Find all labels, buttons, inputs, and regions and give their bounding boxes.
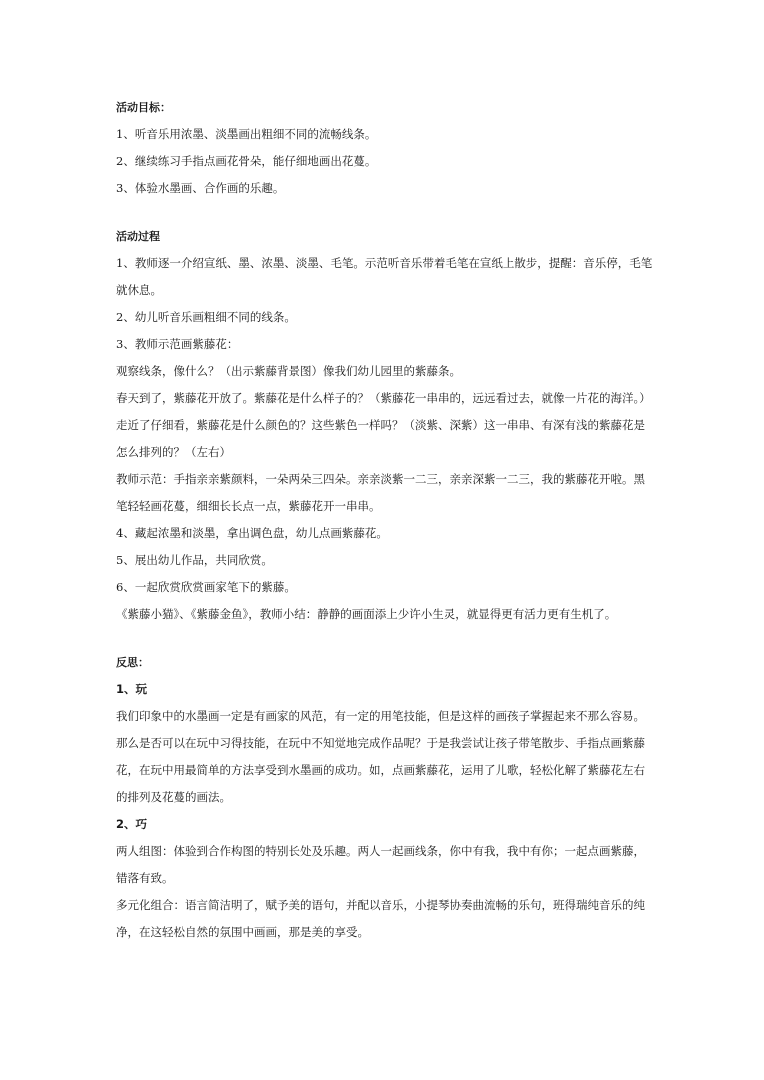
section-gap: [116, 202, 656, 223]
process-line: 2、幼儿听音乐画粗细不同的线条。: [116, 310, 296, 324]
reflection-line: 净，在这轻松自然的氛围中画画，那是美的享受。: [116, 925, 369, 939]
reflection-play-title: 1、玩: [116, 682, 148, 696]
reflection-line: 多元化组合：语言简洁明了，赋予美的语句，并配以音乐，小提琴协奏曲流畅的乐句，班得瑞纯音乐的纯: [116, 898, 645, 912]
section-gap: [116, 628, 656, 649]
process-heading: 活动过程: [116, 230, 160, 243]
process-line: 春天到了，紫藤花开放了。紫藤花是什么样子的？（紫藤花一串串的，远远看过去，就像一片花的海洋。）: [116, 391, 651, 405]
reflection-heading: 反思：: [116, 656, 149, 669]
goals-heading: 活动目标：: [116, 101, 171, 114]
process-line: 观察线条，像什么？（出示紫藤背景图）像我们幼儿园里的紫藤条。: [116, 364, 461, 378]
process-line: 5、展出幼儿作品，共同欣赏。: [116, 553, 273, 567]
process-line: 4、藏起浓墨和淡墨，拿出调色盘，幼儿点画紫藤花。: [116, 526, 388, 540]
reflection-line: 的排列及花蔓的画法。: [116, 790, 231, 804]
reflection-line: 花，在玩中用最简单的方法享受到水墨画的成功。如，点画紫藤花，运用了儿歌，轻松化解了紫藤花左右: [116, 763, 645, 777]
process-line: 怎么排列的？（左右）: [116, 445, 231, 459]
document-page: [116, 94, 656, 946]
process-line: 教师示范：手指亲亲紫颜料，一朵两朵三四朵。亲亲淡紫一二三，亲亲深紫一二三，我的紫藤花开啦。黑: [116, 472, 645, 486]
goal-item: 3、体验水墨画、合作画的乐趣。: [116, 181, 285, 195]
process-line: 走近了仔细看，紫藤花是什么颜色的？这些紫色一样吗？（淡紫、深紫）这一串串、有深有浅的紫藤花是: [116, 418, 645, 432]
process-line: 就休息。: [116, 283, 162, 297]
process-line: 3、教师示范画紫藤花：: [116, 337, 239, 351]
reflection-line: 错落有致。: [116, 871, 174, 885]
process-line: 《紫藤小猫》、《紫藤金鱼》，教师小结：静静的画面添上少许小生灵，就显得更有活力更有生机了。: [116, 607, 617, 621]
reflection-line: 我们印象中的水墨画一定是有画家的风范，有一定的用笔技能，但是这样的画孩子掌握起来不那么容易。: [116, 709, 645, 723]
reflection-line: 两人组图：体验到合作构图的特别长处及乐趣。两人一起画线条，你中有我，我中有你；一起点画紫藤，: [116, 844, 645, 858]
process-line: 笔轻轻画花蔓，细细长长点一点，紫藤花开一串串。: [116, 499, 381, 513]
reflection-line: 那么是否可以在玩中习得技能，在玩中不知觉地完成作品呢？于是我尝试让孩子带笔散步、手指点画紫藤: [116, 736, 645, 750]
goal-item: 1、听音乐用浓墨、淡墨画出粗细不同的流畅线条。: [116, 127, 377, 141]
reflection-clever-title: 2、巧: [116, 817, 148, 831]
goal-item: 2、继续练习手指点画花骨朵，能仔细地画出花蔓。: [116, 154, 377, 168]
process-line: 1、教师逐一介绍宣纸、墨、浓墨、淡墨、毛笔。示范听音乐带着毛笔在宣纸上散步，提醒：音乐停，毛笔: [116, 256, 653, 270]
process-line: 6、一起欣赏欣赏画家笔下的紫藤。: [116, 580, 296, 594]
